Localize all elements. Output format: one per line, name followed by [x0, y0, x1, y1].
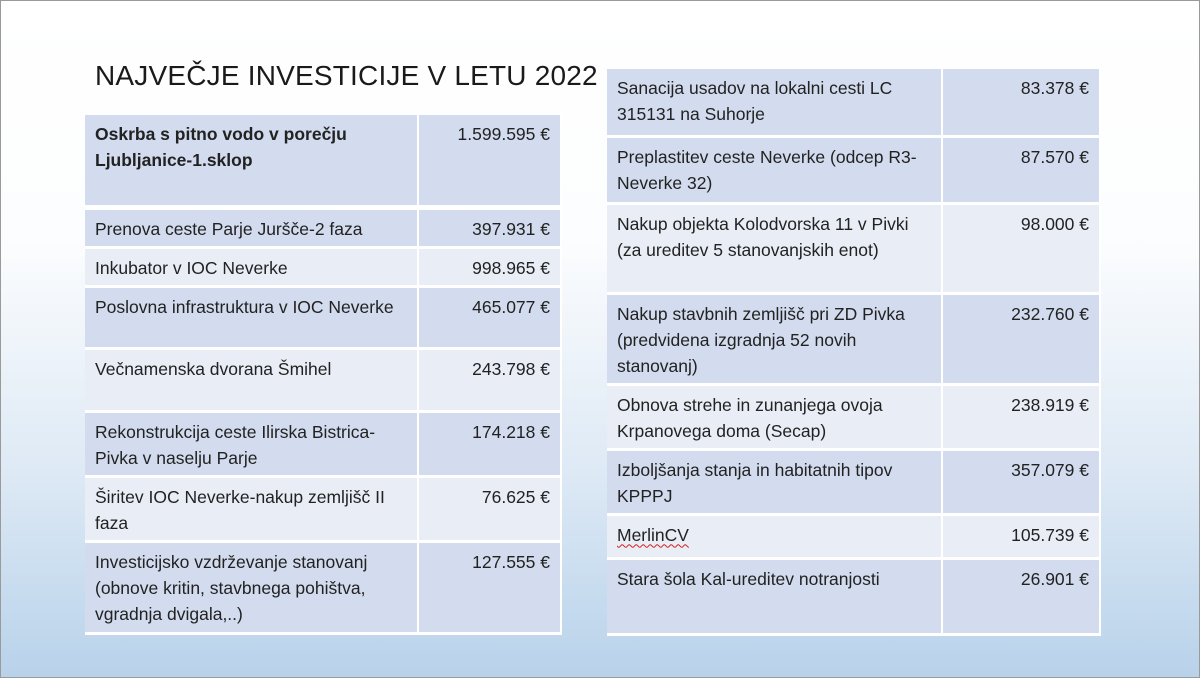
table-row	[85, 115, 561, 207]
table-row	[85, 541, 561, 633]
investment-name: Preplastitev ceste Neverke (odcep R3-Neverke 32)	[607, 136, 942, 203]
investment-name: Izboljšanja stanja in habitatnih tipov KPPPJ	[607, 449, 942, 514]
table-row	[607, 293, 1100, 384]
investment-amount: 174.218 €	[418, 411, 561, 476]
investment-name: Širitev IOC Neverke-nakup zemljišč II faza	[85, 476, 418, 541]
table-row	[607, 514, 1100, 558]
investment-amount: 465.077 €	[418, 286, 561, 348]
investment-name	[607, 514, 942, 558]
investment-amount: 243.798 €	[418, 348, 561, 411]
investment-name: Oskrba s pitno vodo v porečju Ljubljanice-1.sklop	[85, 115, 418, 207]
table-row	[85, 411, 561, 476]
table-row	[607, 203, 1100, 293]
investment-name: Stara šola Kal-ureditev notranjosti	[607, 558, 942, 634]
table-row	[85, 247, 561, 286]
left-investments-table	[85, 115, 562, 635]
investment-amount: 238.919 €	[942, 384, 1100, 449]
table-row	[607, 384, 1100, 449]
investment-amount: 87.570 €	[942, 136, 1100, 203]
investment-amount: 1.599.595 €	[418, 115, 561, 207]
investment-amount: 232.760 €	[942, 293, 1100, 384]
table-row	[607, 449, 1100, 514]
table-row	[607, 558, 1100, 634]
investment-amount: 26.901 €	[942, 558, 1100, 634]
investment-name: Poslovna infrastruktura v IOC Neverke	[85, 286, 418, 348]
investment-amount: 98.000 €	[942, 203, 1100, 293]
slide-title: NAJVEČJE INVESTICIJE V LETU 2022	[95, 60, 598, 91]
investment-amount: 83.378 €	[942, 69, 1100, 136]
investment-name: Nakup objekta Kolodvorska 11 v Pivki (za ureditev 5 stanovanjskih enot)	[607, 203, 942, 293]
table-row	[85, 476, 561, 541]
investment-name: Investicijsko vzdrževanje stanovanj (obnove kritin, stavbnega pohištva, vgradnja dvigala,..)	[85, 541, 418, 633]
investment-amount: 397.931 €	[418, 207, 561, 247]
investment-name: Nakup stavbnih zemljišč pri ZD Pivka (predvidena izgradnja 52 novih stanovanj)	[607, 293, 942, 384]
spellcheck-word: MerlinCV	[617, 524, 689, 545]
investment-name: Prenova ceste Parje Juršče-2 faza	[85, 207, 418, 247]
investment-amount: 357.079 €	[942, 449, 1100, 514]
investment-name: Obnova strehe in zunanjega ovoja Krpanovega doma (Secap)	[607, 384, 942, 449]
investment-name: Rekonstrukcija ceste Ilirska Bistrica-Pivka v naselju Parje	[85, 411, 418, 476]
investment-name: Večnamenska dvorana Šmihel	[85, 348, 418, 411]
investment-name: Inkubator v IOC Neverke	[85, 247, 418, 286]
table-row	[85, 286, 561, 348]
table-row	[85, 348, 561, 411]
investment-amount: 76.625 €	[418, 476, 561, 541]
table-row	[607, 69, 1100, 136]
right-investments-table	[607, 69, 1101, 636]
investment-amount: 127.555 €	[418, 541, 561, 633]
investment-amount: 998.965 €	[418, 247, 561, 286]
investment-name: Sanacija usadov na lokalni cesti LC 315131 na Suhorje	[607, 69, 942, 136]
table-row	[607, 136, 1100, 203]
investment-amount: 105.739 €	[942, 514, 1100, 558]
table-row	[85, 207, 561, 247]
